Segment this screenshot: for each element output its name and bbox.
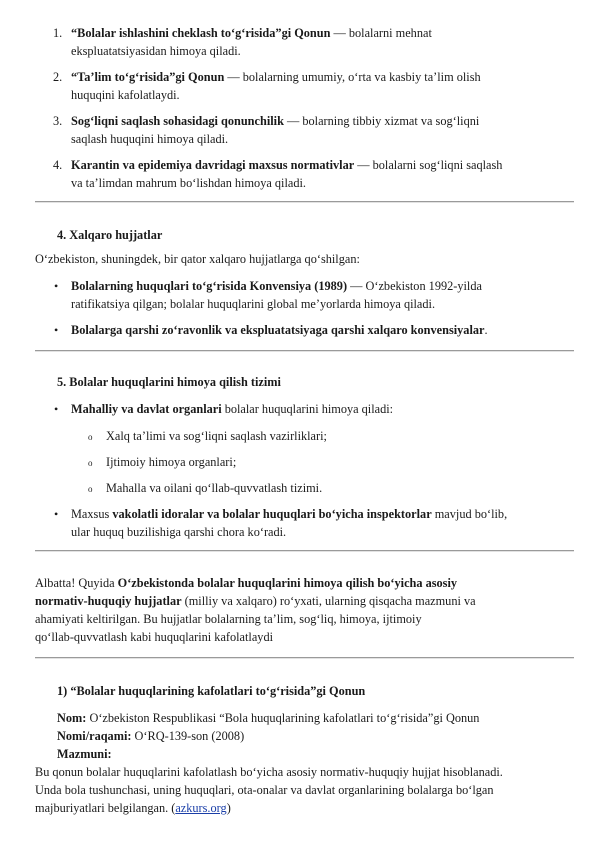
law-title: Karantin va epidemiya davridagi maxsus normativlar xyxy=(71,158,355,172)
doc-name-line: Nom: O‘zbekiston Respublikasi “Bola huquqlarining kafolatlari to‘g‘risida”gi Qonun xyxy=(57,711,480,725)
horizontal-divider xyxy=(35,350,574,351)
bullet-dot-icon: • xyxy=(54,279,59,293)
summary-paragraph: Albatta! Quyida O‘zbekistonda bolalar huquqlarini himoya qilish bo‘yicha asosiy normativ-huquqiy hujjatlar (milliy va xalqaro) ro‘yxati, ularning qisqacha mazmuni va ahamiyati keltirilgan. Bu hujjatlar bolalarning ta’lim, sog‘liq, himoya, ijtimoiy qo‘llab-quvvatlash kabi huquqlarini kafolatlaydi xyxy=(35,576,476,644)
list-number: 4. xyxy=(53,158,63,172)
document-page: 1. “Bolalar ishlashini cheklash to‘g‘risida”gi Qonun — bolalarni mehnat ekspluatatsiyasidan himoya qiladi. 2. “Ta’lim to‘g‘risida”gi Qonun — bolalarning umumiy, o‘rta va kasbiy ta’lim olish huquqini kafolatlaydi. 3. Sog‘liqni saqlash sohasidagi qonunchilik — bolarning tibbiy xizmat va sog‘liqni saqlash huquqini himoya qiladi. 4. Karantin va epidemiya davridagi maxsus normativlar — bolalarni sog‘liqni saqlash va ta’limdan mahrum bo‘lishdan himoya qiladi. 4. Xalqaro hujjatlar O‘zbekiston, shuningdek, bir qator xalqaro hujjatlarga qo‘shilgan: • Bolalarning huquqlari to‘g‘risida Konvensiya (1989) — O‘zbekiston 1992-yilda ratifikatsiya qilgan; bolalar huquqlarini global me’yorlarda himoya qiladi. • Bolalarga qarshi zo‘ravonlik va ekspluatatsiyaga qarshi xalqaro konvensiyalar. 5. Bolalar huquqlarini himoya qilish tizimi • Mahalliy va davlat organlari bolalar huquqlarini himoya qiladi: o Xalq ta’limi va sog‘liqni saqlash vazirliklari; o Ijtimoiy himoya organlari; o Mahalla va oilani qo‘llab-quvvatlash tizimi. • Maxsus vakolatli idoralar va bolalar huquqlari bo‘yicha inspektorlar mavjud bo‘lib, ular huquq buzilishiga qarshi chora ko‘radi. Albatta! Quyida O‘zbekistonda bolalar huquqlarini himoya qilish bo‘yicha asosiy normativ-huquqiy hujjatlar (milliy va xalqaro) ro‘yxati, ularning qisqacha mazmuni va ahamiyati keltirilgan. Bu hujjatlar bolalarning ta’lim, sog‘liq, himoya, ijtimoiy qo‘llab-quvvatlash kabi huquqlarini kafolatlaydi 1) “Bolalar huquqlarining kafolatlari to‘g‘risida”gi Qonun Nom: O‘zbekiston Respublikasi “Bola huquqlarining kafolatlari to‘g‘risida”gi Qonun Nomi/raqami: O‘RQ-139-son (2008) Mazmuni: Bu qonun bolalar huquqlarini kafolatlash bo‘yicha asosiy normativ-huquqiy hujjat hisoblanadi. Unda bola tushunchasi, uning huquqlari, ota-onalar va davlat organlarining bolalarga bo‘lgan majburiyatlari belgilangan. (azkurs.org) xyxy=(0,0,595,842)
bullet-dot-icon: • xyxy=(54,323,59,337)
section-heading: 4. Xalqaro hujjatlar xyxy=(57,228,163,242)
doc-number-line: Nomi/raqami: O‘RQ-139-son (2008) xyxy=(57,729,245,743)
horizontal-divider xyxy=(35,550,574,551)
law-title: Sog‘liqni saqlash sohasidagi qonunchilik xyxy=(71,114,284,128)
list-number: 2. xyxy=(53,70,63,84)
section-heading: 5. Bolalar huquqlarini himoya qilish tizimi xyxy=(57,375,281,389)
section-intro: O‘zbekiston, shuningdek, bir qator xalqaro hujjatlarga qo‘shilgan: xyxy=(35,252,360,266)
horizontal-divider xyxy=(35,201,574,202)
bullet-dot-icon: • xyxy=(54,507,59,521)
list-number: 3. xyxy=(53,114,63,128)
document-heading: 1) “Bolalar huquqlarining kafolatlari to‘g‘risida”gi Qonun xyxy=(57,684,366,698)
source-link[interactable]: azkurs.org xyxy=(175,801,227,815)
doc-content-paragraph: Bu qonun bolalar huquqlarini kafolatlash bo‘yicha asosiy normativ-huquqiy hujjat hisoblanadi. Unda bola tushunchasi, uning huquqlari, ota-onalar va davlat organlarining bolalarga bo‘lgan majburiyatlari belgilangan. (azkurs.org) xyxy=(35,765,503,815)
doc-content-label: Mazmuni: xyxy=(57,747,112,761)
circle-bullet-icon: o xyxy=(88,458,93,468)
law-title: “Bolalar ishlashini cheklash to‘g‘risida”gi Qonun xyxy=(71,26,331,40)
law-title: “Ta’lim to‘g‘risida”gi Qonun xyxy=(71,70,225,84)
list-number: 1. xyxy=(53,26,63,40)
horizontal-divider xyxy=(35,657,574,658)
bullet-dot-icon: • xyxy=(54,402,59,416)
circle-bullet-icon: o xyxy=(88,432,93,442)
circle-bullet-icon: o xyxy=(88,484,93,494)
